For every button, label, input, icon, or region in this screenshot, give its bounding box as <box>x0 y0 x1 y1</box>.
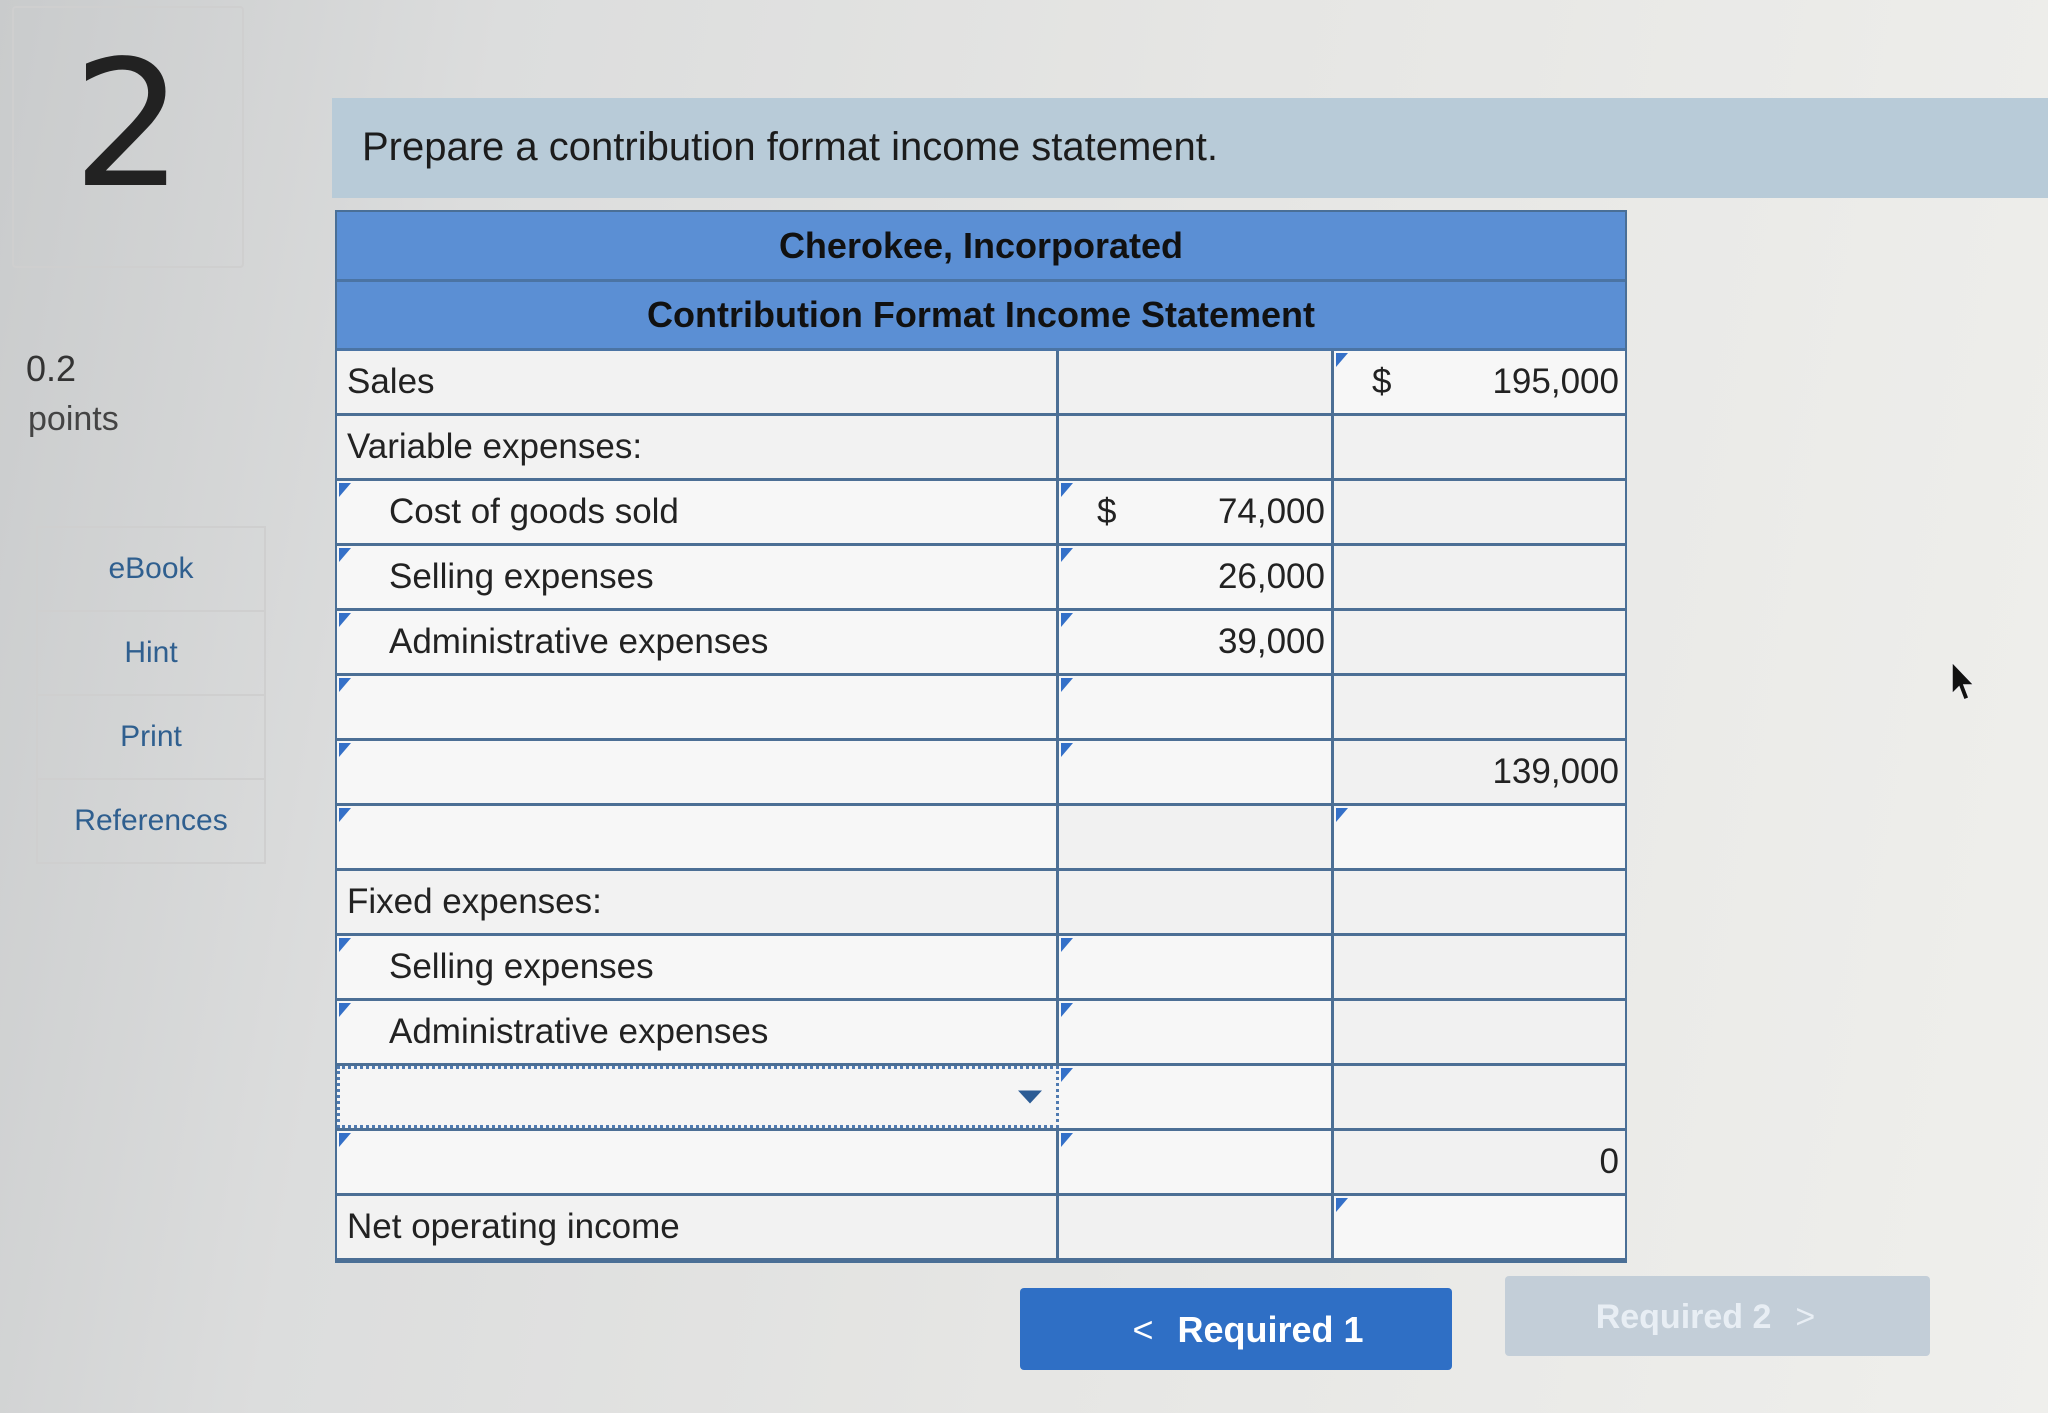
table-row <box>337 1001 1625 1066</box>
sales-amount-cell <box>1059 351 1334 413</box>
variable-item-label-input[interactable]: Cost of goods sold <box>337 481 1059 543</box>
ebook-link[interactable]: eBook <box>38 528 264 612</box>
input-marker-icon <box>1061 678 1073 692</box>
references-link[interactable]: References <box>74 804 228 837</box>
currency-symbol: $ <box>1097 492 1117 531</box>
points-value: 0.2 <box>26 348 77 389</box>
question-number: 2 <box>72 24 184 227</box>
variable-item-amount-input[interactable]: $ 74,000 <box>1059 481 1334 543</box>
empty-cell <box>1334 481 1625 543</box>
input-marker-icon <box>339 808 351 822</box>
input-marker-icon <box>1061 743 1073 757</box>
statement-title: Contribution Format Income Statement <box>337 282 1625 351</box>
empty-amount-input[interactable] <box>1059 741 1334 803</box>
table-row <box>337 741 1625 806</box>
variable-item-label-input[interactable]: Administrative expenses <box>337 611 1059 673</box>
empty-amount-input[interactable] <box>1059 1131 1334 1193</box>
fixed-item-label-input[interactable]: Administrative expenses <box>337 1001 1059 1063</box>
resources-menu <box>36 526 266 864</box>
empty-cell <box>1059 806 1334 868</box>
input-marker-icon <box>339 483 351 497</box>
sales-total-input[interactable]: $ 195,000 <box>1334 351 1625 413</box>
fixed-item-amount-input[interactable] <box>1059 936 1334 998</box>
input-marker-icon <box>339 1003 351 1017</box>
variable-expenses-header: Variable expenses: <box>337 416 1059 478</box>
income-statement-table <box>335 210 1627 1263</box>
input-marker-icon <box>339 678 351 692</box>
empty-cell <box>1334 546 1625 608</box>
variable-item-amount-input[interactable]: 39,000 <box>1059 611 1334 673</box>
empty-label-input[interactable] <box>337 1131 1059 1193</box>
required-2-button[interactable]: Required 2 > <box>1505 1276 1930 1356</box>
empty-amount-input[interactable] <box>1059 676 1334 738</box>
table-row <box>337 546 1625 611</box>
input-marker-icon <box>339 548 351 562</box>
input-marker-icon <box>339 743 351 757</box>
table-row <box>337 936 1625 1001</box>
mouse-cursor-icon <box>1948 660 1978 704</box>
input-marker-icon <box>1336 808 1348 822</box>
table-row <box>337 611 1625 676</box>
account-dropdown[interactable] <box>337 1066 1059 1128</box>
points-label: points <box>28 400 119 438</box>
table-row <box>337 481 1625 546</box>
empty-label-input[interactable] <box>337 676 1059 738</box>
chevron-down-icon <box>1018 1091 1042 1104</box>
table-row-variable-header <box>337 416 1625 481</box>
input-marker-icon <box>1061 938 1073 952</box>
empty-total-input[interactable] <box>1334 806 1625 868</box>
table-row <box>337 1066 1625 1131</box>
input-marker-icon <box>339 613 351 627</box>
empty-cell <box>1334 1001 1625 1063</box>
company-name: Cherokee, Incorporated <box>337 212 1625 282</box>
variable-item-label-input[interactable]: Selling expenses <box>337 546 1059 608</box>
instruction-banner: Prepare a contribution format income statement. <box>332 98 2048 198</box>
input-marker-icon <box>339 1133 351 1147</box>
sales-label: Sales <box>337 351 1059 413</box>
variable-total-value: 139,000 <box>1334 741 1625 803</box>
print-link[interactable]: Print <box>38 696 264 780</box>
table-row-fixed-header <box>337 871 1625 936</box>
input-marker-icon <box>1061 1133 1073 1147</box>
table-row-net-income <box>337 1196 1625 1261</box>
input-marker-icon <box>339 938 351 952</box>
required-1-button[interactable]: < Required 1 <box>1020 1288 1452 1370</box>
chevron-left-icon: < <box>1132 1309 1154 1350</box>
variable-item-amount-input[interactable]: 26,000 <box>1059 546 1334 608</box>
empty-label-input[interactable] <box>337 806 1059 868</box>
fixed-item-amount-input[interactable] <box>1059 1001 1334 1063</box>
question-number-box <box>12 6 244 268</box>
input-marker-icon <box>1336 353 1348 367</box>
table-row <box>337 806 1625 871</box>
empty-cell <box>1059 1196 1334 1258</box>
fixed-total-value: 0 <box>1334 1131 1625 1193</box>
empty-cell <box>1334 416 1625 478</box>
empty-amount-input[interactable] <box>1059 1066 1334 1128</box>
input-marker-icon <box>1061 483 1073 497</box>
empty-cell <box>1334 611 1625 673</box>
input-marker-icon <box>1336 1198 1348 1212</box>
table-row-sales <box>337 351 1625 416</box>
net-income-input[interactable] <box>1334 1196 1625 1258</box>
empty-label-input[interactable] <box>337 741 1059 803</box>
table-row <box>337 676 1625 741</box>
empty-cell <box>1059 871 1334 933</box>
input-marker-icon <box>1061 1068 1073 1082</box>
empty-cell <box>1334 1066 1625 1128</box>
input-marker-icon <box>1061 548 1073 562</box>
fixed-expenses-header: Fixed expenses: <box>337 871 1059 933</box>
empty-cell <box>1334 936 1625 998</box>
input-marker-icon <box>1061 1003 1073 1017</box>
fixed-item-label-input[interactable]: Selling expenses <box>337 936 1059 998</box>
empty-cell <box>1059 416 1334 478</box>
chevron-right-icon: > <box>1795 1298 1816 1336</box>
hint-link[interactable]: Hint <box>38 612 264 696</box>
empty-cell <box>1334 871 1625 933</box>
net-operating-income-label: Net operating income <box>337 1196 1059 1258</box>
table-row <box>337 1131 1625 1196</box>
currency-symbol: $ <box>1372 362 1392 401</box>
empty-cell <box>1334 676 1625 738</box>
input-marker-icon <box>1061 613 1073 627</box>
